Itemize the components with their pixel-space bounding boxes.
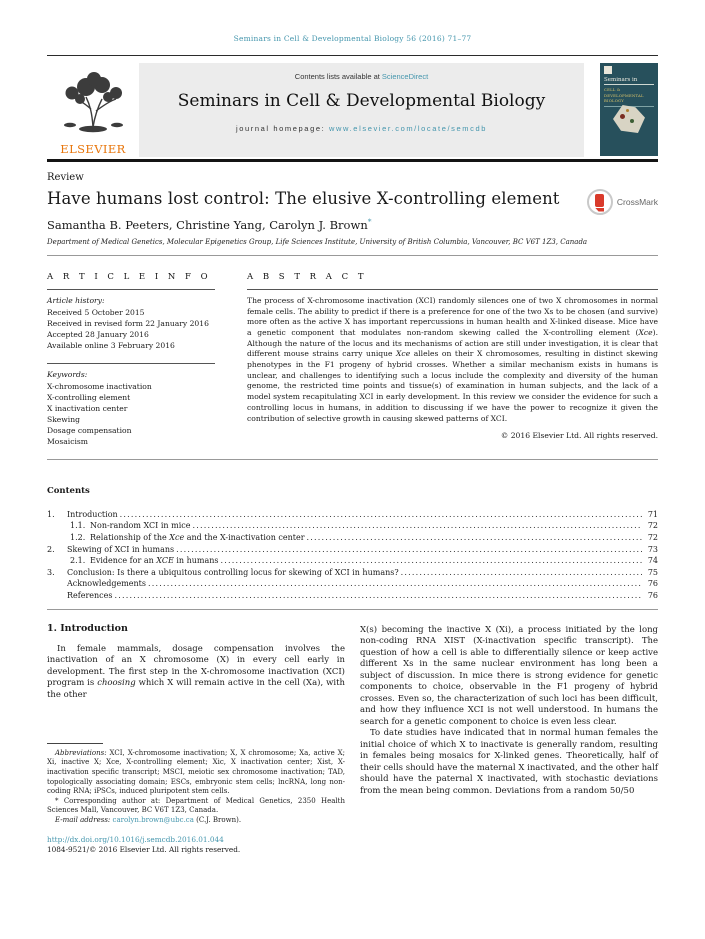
- title-section-rule: [47, 255, 658, 256]
- article-type-label: Review: [47, 172, 84, 183]
- keywords-label: Keywords:: [47, 369, 88, 379]
- top-rule: [47, 55, 658, 56]
- cover-title-text: CELL & DEVELOPMENTAL BIOLOGY: [604, 87, 644, 104]
- toc-entry[interactable]: 2.1. Evidence for an XCE in humans ..... 74: [47, 555, 658, 567]
- crossmark-badge[interactable]: [587, 189, 658, 215]
- banner-bottom-rule: [47, 159, 658, 162]
- corresponding-author-footnote: * Corresponding author at: Department of Medical Genetics, 2350 Health Sciences Mall, Vancouver, BC V6T 1Z3, Canada.: [47, 796, 345, 815]
- table-of-contents: [47, 509, 658, 602]
- history-line: Received 5 October 2015: [47, 307, 145, 317]
- dot-leader: [221, 555, 642, 567]
- toc-entry[interactable]: Acknowledgements ..... 76: [47, 578, 658, 590]
- history-line: Received in revised form 22 January 2016: [47, 318, 209, 328]
- dot-leader: [176, 544, 642, 556]
- toc-bottom-rule: [47, 609, 658, 610]
- banner-journal-title: Seminars in Cell & Developmental Biology: [177, 91, 546, 111]
- cover-brand-text: Seminars in: [604, 77, 654, 85]
- journal-cover-thumbnail: [600, 63, 658, 156]
- keyword: Mosaicism: [47, 436, 88, 446]
- contents-heading: Contents: [47, 485, 90, 496]
- author-names: Samantha B. Peeters, Christine Yang, Carolyn J. Brown: [47, 217, 368, 232]
- keyword: Dosage compensation: [47, 425, 132, 435]
- keyword: X inactivation center: [47, 403, 128, 413]
- doi-block: [47, 835, 345, 855]
- affiliation-line: Department of Medical Genetics, Molecular Epigenetics Group, Life Sciences Institute, University of British Columbia, Vancouver, BC V6T 1Z3, Canada: [47, 237, 588, 246]
- keyword: X-chromosome inactivation: [47, 381, 152, 391]
- toc-entry[interactable]: 3. Conclusion: Is there a ubiquitous controlling locus for skewing of XCI in humans? ..... 75: [47, 567, 658, 579]
- author-list: [47, 217, 658, 232]
- keyword: X-controlling element: [47, 392, 131, 402]
- article-info-heading: A R T I C L E I N F O: [47, 271, 212, 282]
- issn-copyright-line: 1084-9521/© 2016 Elsevier Ltd. All rights reserved.: [47, 844, 241, 854]
- dot-leader: [148, 578, 642, 590]
- article-history-label: Article history:: [47, 295, 105, 305]
- journal-banner: [47, 63, 658, 157]
- crossmark-label: CrossMark: [616, 197, 658, 207]
- sciencedirect-link[interactable]: ScienceDirect: [381, 72, 429, 81]
- toc-entry[interactable]: References ..... 76: [47, 590, 658, 602]
- cover-publisher-mark-icon: [604, 66, 612, 74]
- elsevier-tree-logo-icon: [56, 69, 130, 141]
- toc-entry[interactable]: 1. Introduction ..... 71: [47, 509, 658, 521]
- article-info-column: [47, 272, 215, 447]
- dot-leader: [401, 567, 642, 579]
- body-paragraph: X(s) becoming the inactive X (Xi), a process initiated by the long non-coding RNA XIST (X-inactivation specific transcript). The question of how a cell is able to differentially silence or keep active different Xs in the same nuclear environment has long been a subject of discussion. In mice there is strong evidence for genetic components to choice, observable in the F1 progeny of hybrid crosses. Even so, the characterization of such loci has been difficult, and how they influence XCI is not well understood. In humans the search for a genetic component to choice is even less clear.: [360, 624, 658, 727]
- body-paragraph: To date studies have indicated that in normal human females the initial choice of which X to inactivate is generally random, resulting in females being mosaics for X-linked genes. Theoretically, half of their cells should have the maternal X inactivated, and the other half should have the paternal X inactivated, with stochastic deviations from the mean being common. Deviations from a random 50/50: [360, 728, 658, 796]
- cover-artwork-image: [613, 105, 645, 133]
- abstract-heading: A B S T R A C T: [247, 271, 368, 282]
- doi-link[interactable]: http://dx.doi.org/10.1016/j.semcdb.2016.01.044: [47, 834, 224, 844]
- history-line: Accepted 28 January 2016: [47, 329, 149, 339]
- abbreviations-footnote: Abbreviations: XCI, X-chromosome inactivation; X, X chromosome; Xa, active X; Xi, inactive X; Xce, X-controlling element; Xic, X inactivation center; Xist, X-inactivation specific transcript; MSCI, meiotic sex chromosome inactivation; TAD, topologically associating domain; ESCs, embryonic stem cells; lncRNA, long non-coding RNA; iPSCs, induced pluripotent stem cells.: [47, 748, 345, 796]
- crossmark-icon: [587, 189, 613, 215]
- dot-leader: [120, 509, 642, 521]
- footnote-divider: [47, 743, 103, 744]
- footnote-block: [47, 743, 345, 855]
- body-paragraph: In female mammals, dosage compensation involves the inactivation of an X chromosome (X) in every cell early in development. The first step in the X-chromosome inactivation (XCI) program is choosing which X will remain active in the cell (Xa), with the other: [47, 643, 345, 700]
- homepage-prefix: journal homepage:: [235, 124, 329, 133]
- abstract-text: The process of X-chromosome inactivation (XCI) randomly silences one of two X chromosomes in normal female cells. The ability to predict if there is a preference for one of the two Xs to be chosen (and survive) more often as the active X has important repercussions in human health and X-linked disease. Mice have a genetic component that modulates non-random skewing called the X-controlling element (Xce). Although the nature of the locus and its mechanisms of action are still under investigation, it is clear that different mouse strains carry unique Xce alleles on their X chromosomes, resulting in distinct skewing phenotypes in the F1 progeny of hybrid crosses. Whether a similar mechanism exists in humans is unclear, and challenges to identifying such a locus include the complexity and diversity of the human genome, the restricted time points and tissue(s) of examination in human subjects, and the lack of a model system recapitulating XCI in early development. In this review we consider the evidence for such a controlling locus in humans, in addition to discussing if we have the power to recognize it given the contribution of selective growth in causing skewed patterns of XCI.: [247, 295, 658, 423]
- abstract-bottom-rule: [47, 459, 658, 460]
- article-title: Have humans lost control: The elusive X-controlling element: [47, 189, 560, 208]
- journal-citation-header: Seminars in Cell & Developmental Biology 56 (2016) 71–77: [233, 34, 472, 43]
- email-footnote: E-mail address: carolyn.brown@ubc.ca (C.J. Brown).: [55, 815, 242, 824]
- elsevier-wordmark: ELSEVIER: [60, 142, 126, 156]
- toc-entry[interactable]: 1.1. Non-random XCI in mice ..... 72: [47, 520, 658, 532]
- contents-available-prefix: Contents lists available at: [294, 72, 382, 81]
- journal-homepage-link[interactable]: www.elsevier.com/locate/semcdb: [328, 124, 488, 133]
- toc-entry[interactable]: 2. Skewing of XCI in humans ..... 73: [47, 544, 658, 556]
- history-line: Available online 3 February 2016: [47, 340, 175, 350]
- journal-homepage-line: [139, 124, 584, 133]
- banner-center-panel: [139, 63, 584, 157]
- body-left-column: [47, 623, 345, 855]
- dot-leader: [114, 590, 642, 602]
- contents-available-line: [139, 72, 584, 81]
- keyword: Skewing: [47, 414, 80, 424]
- toc-entry[interactable]: 1.2. Relationship of the Xce and the X-inactivation center ..... 72: [47, 532, 658, 544]
- dot-leader: [192, 520, 642, 532]
- copyright-line: © 2016 Elsevier Ltd. All rights reserved.: [500, 431, 658, 441]
- section-heading-introduction: 1. Introduction: [47, 622, 128, 634]
- body-right-column: [360, 623, 658, 855]
- corresponding-author-mark: *: [367, 217, 372, 226]
- dot-leader: [307, 532, 642, 544]
- abstract-column: [247, 272, 658, 447]
- elsevier-logo: [47, 63, 139, 157]
